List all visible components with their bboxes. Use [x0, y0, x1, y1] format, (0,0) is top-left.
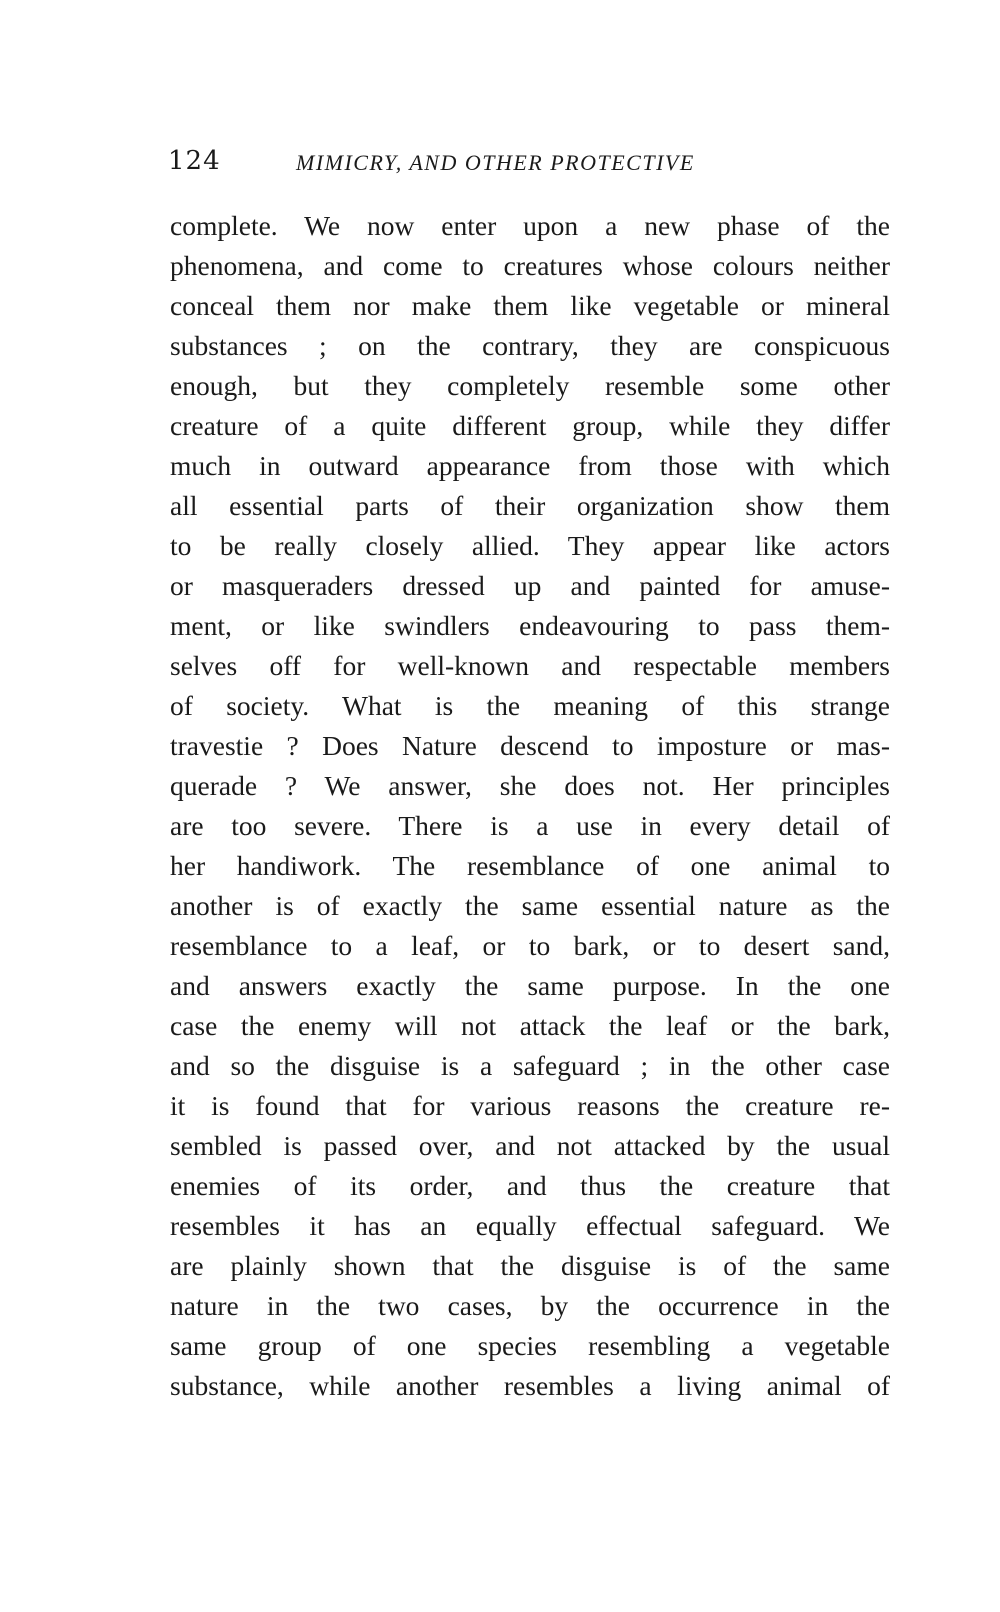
text-line: are too severe. There is a use in every detail of: [170, 810, 890, 841]
text-line: selves off for well-known and respectable members: [170, 650, 890, 681]
text-line: it is found that for various reasons the creature re-: [170, 1090, 890, 1121]
text-line: to be really closely allied. They appear like actors: [170, 530, 890, 561]
text-line: resembles it has an equally effectual safeguard. We: [170, 1210, 890, 1241]
text-line: substance, while another resembles a living animal of: [170, 1370, 890, 1401]
text-line: much in outward appearance from those with which: [170, 450, 890, 481]
text-line: and so the disguise is a safeguard ; in the other case: [170, 1050, 890, 1081]
text-line: nature in the two cases, by the occurrence in the: [170, 1290, 890, 1321]
text-line: enemies of its order, and thus the creature that: [170, 1170, 890, 1201]
text-line: travestie ? Does Nature descend to imposture or mas-: [170, 730, 890, 761]
text-line: all essential parts of their organization show them: [170, 490, 890, 521]
text-line: case the enemy will not attack the leaf or the bark,: [170, 1010, 890, 1041]
text-line: and answers exactly the same purpose. In the one: [170, 970, 890, 1001]
text-line: phenomena, and come to creatures whose colours neither: [170, 250, 890, 281]
text-line: conceal them nor make them like vegetable or mineral: [170, 290, 890, 321]
text-line: same group of one species resembling a vegetable: [170, 1330, 890, 1361]
text-line: substances ; on the contrary, they are conspicuous: [170, 330, 890, 361]
text-line: another is of exactly the same essential nature as the: [170, 890, 890, 921]
text-line: sembled is passed over, and not attacked by the usual: [170, 1130, 890, 1161]
text-line: complete. We now enter upon a new phase of the: [170, 210, 890, 241]
running-title: MIMICRY, AND OTHER PROTECTIVE: [296, 150, 695, 175]
text-line: her handiwork. The resemblance of one animal to: [170, 850, 890, 881]
running-header: [168, 146, 898, 186]
text-line: of society. What is the meaning of this strange: [170, 690, 890, 721]
page-number: 124: [168, 146, 221, 176]
text-line: ment, or like swindlers endeavouring to pass them-: [170, 610, 890, 641]
text-line: enough, but they completely resemble some other: [170, 370, 890, 401]
body-text: [170, 206, 890, 1406]
text-line: are plainly shown that the disguise is of the same: [170, 1250, 890, 1281]
text-line: querade ? We answer, she does not. Her principles: [170, 770, 890, 801]
text-line: creature of a quite different group, while they differ: [170, 410, 890, 441]
text-line: resemblance to a leaf, or to bark, or to desert sand,: [170, 930, 890, 961]
text-line: or masqueraders dressed up and painted for amuse-: [170, 570, 890, 601]
